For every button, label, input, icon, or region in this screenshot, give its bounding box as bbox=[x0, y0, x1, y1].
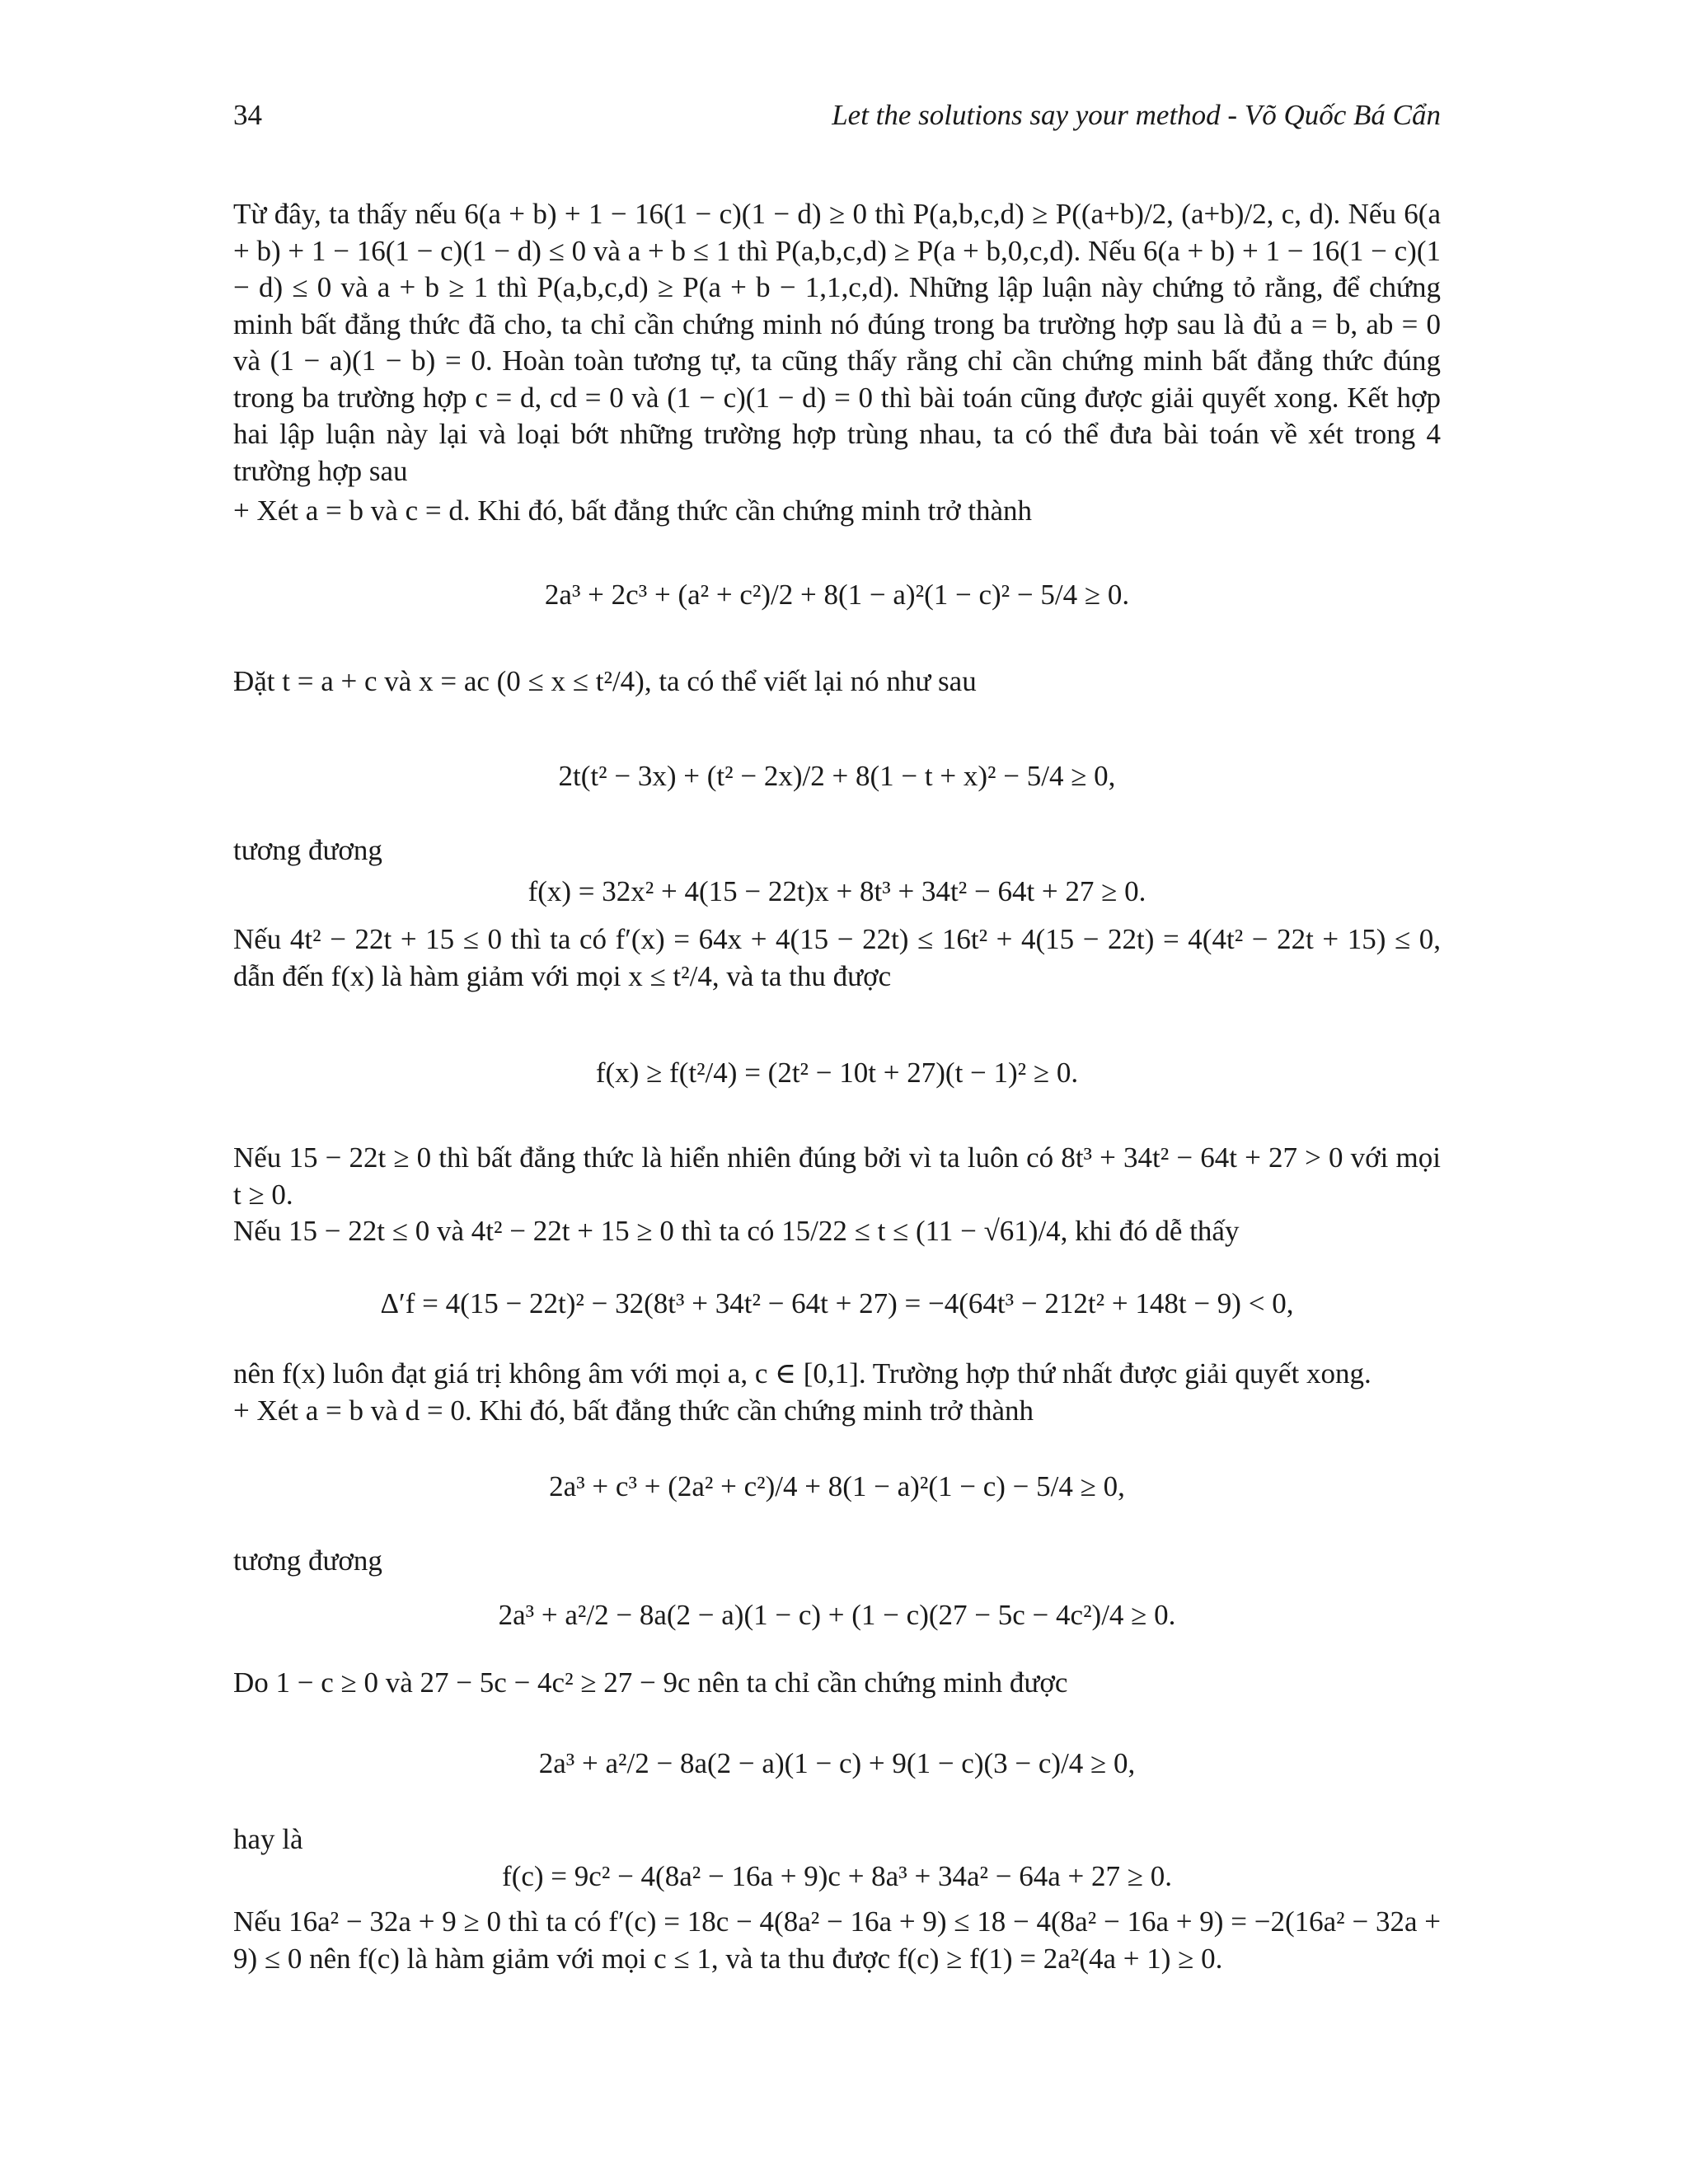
hay-la-label: hay là bbox=[233, 1823, 303, 1855]
equivalent-label-1: tương đương bbox=[233, 834, 382, 866]
equation-9: f(c) = 9c² − 4(8a² − 16a + 9)c + 8a³ + 34a² − 64a + 27 ≥ 0. bbox=[502, 1860, 1172, 1892]
paragraph-trivial-case: Nếu 15 − 22t ≥ 0 thì bất đẳng thức là hiển nhiên đúng bởi vì ta luôn có 8t³ + 34t² − 64t + 27 > 0 với mọi t ≥ 0. bbox=[233, 1141, 1441, 1211]
paragraph-case-decreasing: Nếu 4t² − 22t + 15 ≤ 0 thì ta có f′(x) = 64x + 4(15 − 22t) ≤ 16t² + 4(15 − 22t) = 4(4t² − 22t + 15) ≤ 0, dẫn đến f(x) là hàm giảm với mọi x ≤ t²/4, và ta thu được bbox=[233, 923, 1441, 992]
equation-6: 2a³ + c³ + (2a² + c²)/4 + 8(1 − a)²(1 − c) − 5/4 ≥ 0, bbox=[549, 1470, 1125, 1502]
paragraph-reduction: Từ đây, ta thấy nếu 6(a + b) + 1 − 16(1 − c)(1 − d) ≥ 0 thì P(a,b,c,d) ≥ P((a+b)/2, (a+b)/2, c, d). Nếu 6(a + b) + 1 − 16(1 − c)(1 − d) ≤ 0 và a + b ≤ 1 thì P(a,b,c,d) ≥ P(a + b,0,c,d). Nếu 6(a + b) + 1 − 16(1 − c)(1 − d) ≤ 0 và a + b ≥ 1 thì P(a,b,c,d) ≥ P(a + b − 1,1,c,d). Những lập luận này chứng tỏ rằng, để chứng minh bất đẳng thức đã cho, ta chỉ cần chứng minh nó đúng trong ba trường hợp sau là đủ a = b, ab = 0 và (1 − a)(1 − b) = 0. Hoàn toàn tương tự, ta cũng thấy rằng chỉ cần chứng minh bất đẳng thức đúng trong ba trường hợp c = d, cd = 0 và (1 − c)(1 − d) = 0 thì bài toán cũng được giải quyết xong. Kết hợp hai lập luận này lại và loại bớt những trường hợp trùng nhau, ta có thể đưa bài toán về xét trong 4 trường hợp sau bbox=[233, 198, 1441, 487]
case-1-conclusion: nên f(x) luôn đạt giá trị không âm với mọi a, c ∈ [0,1]. Trường hợp thứ nhất được giải quyết xong. bbox=[233, 1357, 1372, 1390]
paragraph-discriminant-case: Nếu 15 − 22t ≤ 0 và 4t² − 22t + 15 ≥ 0 thì ta có 15/22 ≤ t ≤ (11 − √61)/4, khi đó dễ thấy bbox=[233, 1215, 1240, 1247]
paragraph-final: Nếu 16a² − 32a + 9 ≥ 0 thì ta có f′(c) = 18c − 4(8a² − 16a + 9) ≤ 18 − 4(8a² − 16a + 9) = −2(16a² − 32a + 9) ≤ 0 nên f(c) là hàm giảm với mọi c ≤ 1, và ta thu được f(c) ≥ f(1) = 2a²(4a + 1) ≥ 0. bbox=[233, 1905, 1441, 1975]
equation-2: 2t(t² − 3x) + (t² − 2x)/2 + 8(1 − t + x)² − 5/4 ≥ 0, bbox=[558, 760, 1116, 792]
running-title: Let the solutions say your method - Võ Quốc Bá Cẩn bbox=[832, 99, 1441, 131]
equivalent-label-2: tương đương bbox=[233, 1544, 382, 1577]
equation-5: Δ′f = 4(15 − 22t)² − 32(8t³ + 34t² − 64t + 27) = −4(64t³ − 212t² + 148t − 9) < 0, bbox=[380, 1287, 1294, 1319]
case-2-intro: + Xét a = b và d = 0. Khi đó, bất đẳng thức cần chứng minh trở thành bbox=[233, 1394, 1034, 1427]
equation-1: 2a³ + 2c³ + (a² + c²)/2 + 8(1 − a)²(1 − c)² − 5/4 ≥ 0. bbox=[544, 579, 1130, 611]
equation-3: f(x) = 32x² + 4(15 − 22t)x + 8t³ + 34t² − 64t + 27 ≥ 0. bbox=[528, 875, 1146, 907]
case-1-intro: + Xét a = b và c = d. Khi đó, bất đẳng thức cần chứng minh trở thành bbox=[233, 494, 1033, 527]
equation-8: 2a³ + a²/2 − 8a(2 − a)(1 − c) + 9(1 − c)(3 − c)/4 ≥ 0, bbox=[538, 1747, 1136, 1779]
equation-7: 2a³ + a²/2 − 8a(2 − a)(1 − c) + (1 − c)(27 − 5c − 4c²)/4 ≥ 0. bbox=[498, 1599, 1176, 1631]
page-number: 34 bbox=[233, 99, 262, 131]
paragraph-bound: Do 1 − c ≥ 0 và 27 − 5c − 4c² ≥ 27 − 9c nên ta chỉ cần chứng minh được bbox=[233, 1666, 1068, 1699]
equation-4: f(x) ≥ f(t²/4) = (2t² − 10t + 27)(t − 1)² ≥ 0. bbox=[595, 1057, 1079, 1089]
substitution-line: Đặt t = a + c và x = ac (0 ≤ x ≤ t²/4), ta có thể viết lại nó như sau bbox=[233, 665, 977, 697]
